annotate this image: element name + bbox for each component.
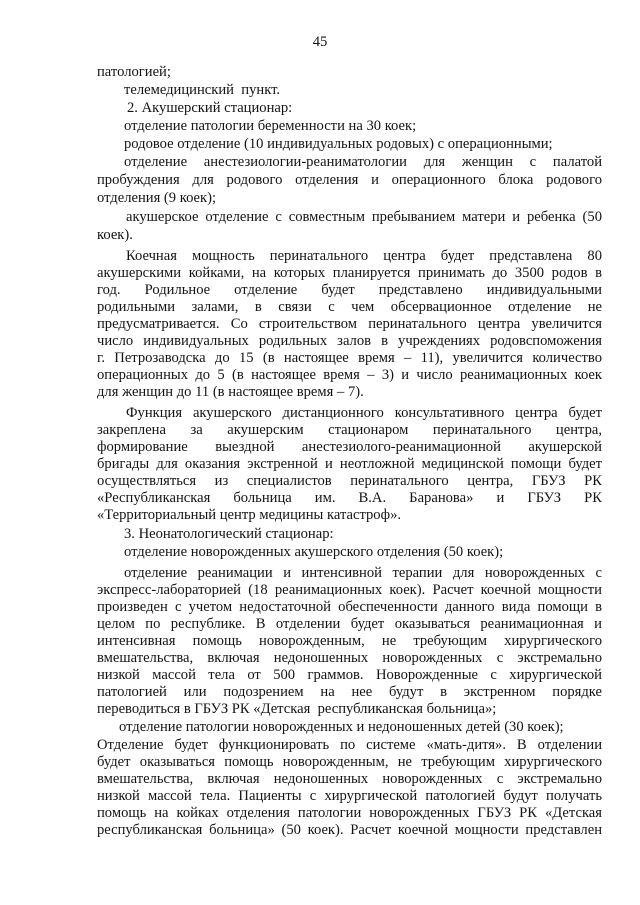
paragraph-line: переводиться в ГБУЗ РК «Детская республиканская больница»; (97, 701, 497, 717)
paragraph-line: для женщин до 11 (в настоящее время – 7). (97, 384, 364, 400)
paragraph-line: Коечная мощность перинатального центра будет представлена 80 (126, 248, 602, 264)
paragraph-line: низкой массой тела. Пациенты с хирургической патологией будут получать (97, 788, 602, 804)
paragraph-line: год. Родильное отделение будет представлено индивидуальными (97, 282, 602, 298)
text-line: патологией; (97, 64, 171, 80)
paragraph-line: патологией или подозрением на нее будут в экстренном порядке (97, 684, 602, 700)
section-heading: 2. Акушерский стационар: (127, 100, 293, 116)
paragraph-line: произведен с учетом недостаточной обеспеченности данного вида помощи в (97, 599, 602, 615)
list-item: отделение патологии беременности на 30 коек; (124, 118, 417, 134)
paragraph-line: «Республиканская больница им. В.А. Баранова» и ГБУЗ РК (97, 490, 602, 506)
paragraph-line: родильными залами, в связи с чем обсервационное отделение не (97, 299, 602, 315)
list-item: отделение новорожденных акушерского отделения (50 коек); (124, 544, 504, 560)
paragraph-line: вмешательства, включая недоношенных новорожденных с экстремально (97, 650, 602, 666)
paragraph-line: закреплена за акушерским стационаром перинатального центра, (97, 422, 602, 438)
list-item: акушерское отделение с совместным пребыванием матери и ребенка (50 (126, 209, 602, 225)
text-line: телемедицинский пункт. (124, 82, 281, 98)
paragraph-line: «Территориальный центр медицины катастроф». (97, 507, 402, 523)
paragraph-line: республиканская больница» (50 коек). Расчет коечной мощности представлен (97, 822, 602, 838)
text-line: пробуждения для родового отделения и операционного блока родового (97, 172, 602, 188)
paragraph-line: помощь на койках отделения патологии новорожденных ГБУЗ РК «Детская (97, 805, 602, 821)
paragraph-line: интенсивная помощь новорожденным, не требующим хирургического (97, 633, 602, 649)
paragraph-line: формирование выездной анестезиолого-реанимационной акушерской (97, 439, 602, 455)
paragraph-line: низкой массой тела от 500 граммов. Новорожденные с хирургической (97, 667, 602, 683)
paragraph-line: акушерскими койками, на которых планируется принимать до 3500 родов в (97, 265, 602, 281)
paragraph-line: будет оказываться помощь новорожденным, не требующим хирургического (97, 754, 602, 770)
paragraph-line: г. Петрозаводска до 15 (в настоящее время – 11), увеличится количество (97, 350, 602, 366)
list-item: отделение патологии новорожденных и недоношенных детей (30 коек); (119, 719, 564, 735)
paragraph-line: Отделение будет функционировать по системе «мать-дитя». В отделении (97, 737, 602, 753)
list-item: отделение анестезиологии-реаниматологии для женщин с палатой (124, 154, 602, 170)
paragraph-line: число индивидуальных родильных залов в учреждениях родовспоможения (97, 333, 602, 349)
text-line: коек). (97, 227, 133, 243)
paragraph-line: предусматривается. Со строительством перинатального центра увеличится (97, 316, 602, 332)
text-line: отделения (9 коек); (97, 190, 217, 206)
section-heading: 3. Неонатологический стационар: (124, 526, 334, 542)
page-number: 45 (312, 34, 328, 50)
paragraph-line: экспресс-лабораторией (18 реанимационных коек). Расчет коечной мощности (97, 582, 602, 598)
list-item: родовое отделение (10 индивидуальных родовых) с операционными; (124, 136, 553, 152)
paragraph-line: отделение реанимации и интенсивной терапии для новорожденных с (124, 565, 602, 581)
paragraph-line: операционных до 5 (в настоящее время – 3) и число реанимационных коек (97, 367, 602, 383)
paragraph-line: осуществляться из специалистов перинатального центра, ГБУЗ РК (97, 473, 602, 489)
paragraph-line: бригады для оказания экстренной и неотложной медицинской помощи будет (97, 456, 602, 472)
paragraph-line: Функция акушерского дистанционного консультативного центра будет (126, 405, 602, 421)
paragraph-line: целом по республике. В отделении будет оказываться реанимационная и (97, 616, 602, 632)
paragraph-line: вмешательства, включая недоношенных новорожденных с экстремально (97, 771, 602, 787)
